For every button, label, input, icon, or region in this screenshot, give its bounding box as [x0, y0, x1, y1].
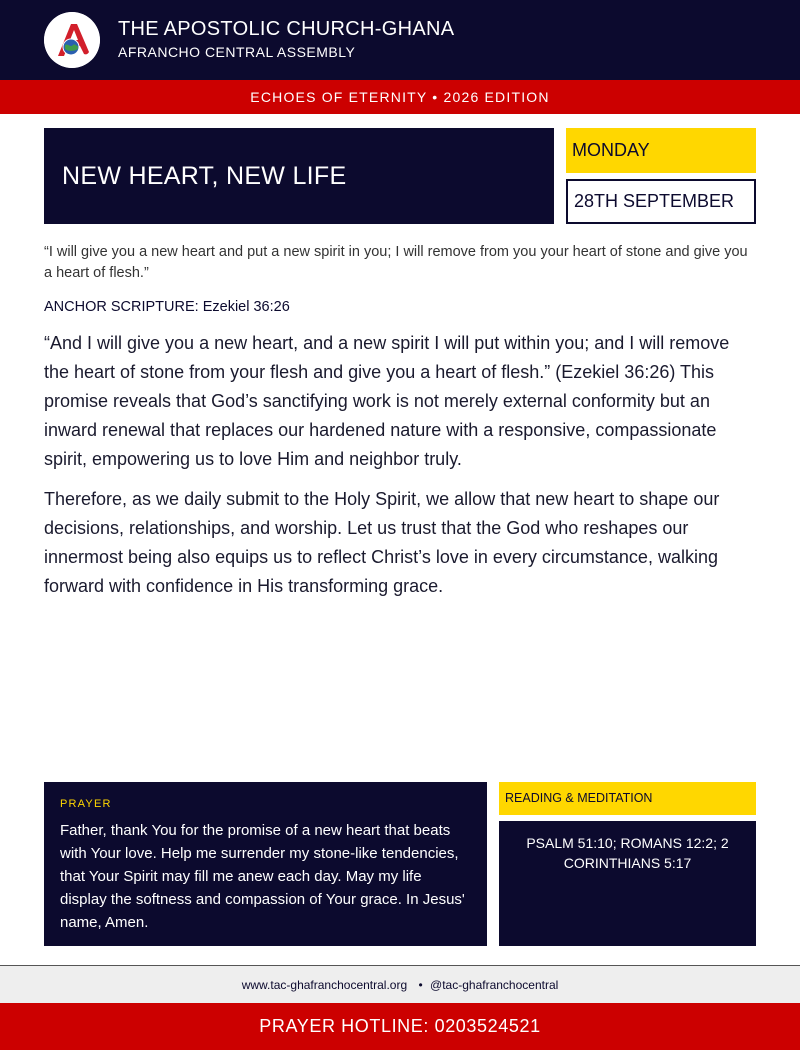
date-badge: 28TH SEPTEMBER: [566, 179, 756, 224]
body-paragraph: “And I will give you a new heart, and a new spirit I will put within you; and I will remove the heart of stone from your flesh and give you a heart of flesh.” (Ezekiel 36:26) This promise reveals that God’s sanctifying work is not merely external conformity but an inward renewal that replaces our hardened nature with a responsive, compassionate spirit, empowering us to love Him and neighbor truly.: [44, 333, 730, 469]
website-link[interactable]: www.tac-ghafranchocentral.org: [241, 978, 408, 992]
body-paragraph: Therefore, as we daily submit to the Holy Spirit, we allow that new heart to shape our decisions, relationships, and worship. Let us trust that the God who reshapes our innermost being also equips us to reflect Christ’s love in every circumstance, walking forward with confidence in His transforming grace.: [44, 489, 720, 596]
prayer-label: PRAYER: [60, 798, 112, 810]
prayer-section: [44, 782, 487, 946]
anchor-scripture: ANCHOR SCRIPTURE: Ezekiel 36:26: [44, 299, 290, 315]
prayer-hotline: PRAYER HOTLINE: 0203524521: [0, 1003, 800, 1050]
footer-separator: •: [418, 978, 423, 992]
edition-banner: ECHOES OF ETERNITY • 2026 EDITION: [0, 80, 800, 114]
devotional-body: [44, 329, 756, 612]
social-handle[interactable]: @tac-ghafranchocentral: [430, 978, 559, 992]
church-name: THE APOSTOLIC CHURCH-GHANA: [118, 18, 455, 40]
church-logo-icon: [44, 12, 100, 68]
key-verse: “I will give you a new heart and put a new spirit in you; I will remove from you your heart of stone and give you a heart of flesh.”: [44, 244, 748, 281]
assembly-name: AFRANCHO CENTRAL ASSEMBLY: [118, 44, 356, 60]
day-badge: MONDAY: [566, 128, 756, 173]
devotional-title: NEW HEART, NEW LIFE: [44, 128, 554, 224]
header: [0, 0, 800, 80]
reading-passages: PSALM 51:10; ROMANS 12:2; 2 CORINTHIANS 5:17: [499, 821, 756, 946]
footer-links: [0, 965, 800, 1003]
reading-label: READING & MEDITATION: [499, 782, 756, 815]
prayer-text: Father, thank You for the promise of a new heart that beats with Your love. Help me surrender my stone-like tendencies, that Your Spirit may fill me anew each day. May my life display the softness and compassion of Your grace. In Jesus' name, Amen.: [60, 822, 465, 931]
